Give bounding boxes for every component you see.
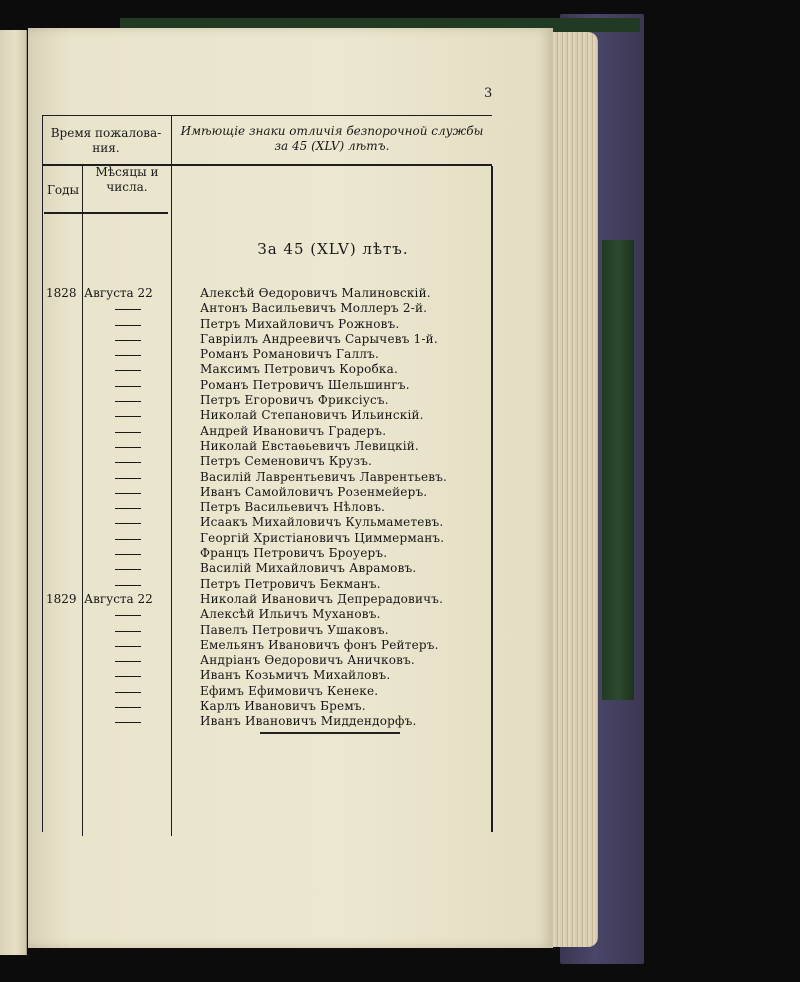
row-name: Ефимъ Ефимовичъ Кенеке. — [200, 683, 379, 698]
ditto-dash — [115, 493, 141, 494]
table-row — [44, 485, 494, 500]
table-row — [44, 592, 494, 607]
row-month: Августа 22 — [84, 286, 153, 300]
row-name: Андрей Ивановичъ Градеръ. — [200, 423, 387, 438]
ditto-dash — [115, 478, 141, 479]
table-row — [44, 638, 494, 653]
name-list — [44, 286, 494, 730]
table-row — [44, 699, 494, 714]
table-row — [44, 470, 494, 485]
table-row — [44, 317, 494, 332]
ditto-dash — [115, 432, 141, 433]
ditto-dash — [115, 401, 141, 402]
table-row — [44, 362, 494, 377]
row-name: Исаакъ Михайловичъ Кульмаметевъ. — [200, 515, 444, 530]
ditto-dash — [115, 355, 141, 356]
table-row — [44, 684, 494, 699]
facing-page-edge — [0, 30, 27, 955]
row-year: 1828 — [46, 286, 77, 300]
header-time-granted: Время пожалова-ния. — [50, 126, 162, 155]
table-row — [44, 623, 494, 638]
row-name: Николай Ивановичъ Депрерадовичъ. — [200, 591, 444, 606]
row-name: Иванъ Козьмичъ Михайловъ. — [200, 668, 391, 683]
ditto-dash — [115, 661, 141, 662]
table-row — [44, 393, 494, 408]
ditto-dash — [115, 416, 141, 417]
row-name: Емельянъ Ивановичъ фонъ Рейтеръ. — [200, 637, 439, 652]
row-name: Алексѣй Ильичъ Мухановъ. — [200, 607, 381, 622]
table-row — [44, 668, 494, 683]
ditto-dash — [115, 707, 141, 708]
ditto-dash — [115, 325, 141, 326]
row-name: Петръ Егоровичъ Фриксіусъ. — [200, 393, 389, 408]
row-name: Романъ Романовичъ Галлъ. — [200, 347, 379, 362]
table-row — [44, 515, 494, 530]
ditto-dash — [115, 309, 141, 310]
table-row — [44, 408, 494, 423]
row-name: Николай Степановичъ Ильинскій. — [200, 408, 424, 423]
row-name: Павелъ Петровичъ Ушаковъ. — [200, 622, 389, 637]
row-name: Петръ Семеновичъ Крузъ. — [200, 454, 373, 469]
row-name: Василій Михайловичъ Аврамовъ. — [200, 561, 417, 576]
row-name: Николай Евстаѳьевичъ Левицкій. — [200, 438, 419, 453]
ditto-dash — [115, 370, 141, 371]
table-row — [44, 454, 494, 469]
header-months-days: Мѣсяцы и числа. — [95, 165, 159, 194]
ditto-dash — [115, 554, 141, 555]
ditto-dash — [115, 615, 141, 616]
ditto-dash — [115, 508, 141, 509]
ditto-dash — [115, 539, 141, 540]
ditto-dash — [115, 523, 141, 524]
table-row — [44, 301, 494, 316]
table-row — [44, 531, 494, 546]
table-top-rule — [42, 115, 492, 116]
table-row — [44, 424, 494, 439]
row-name: Иванъ Самойловичъ Розенмейеръ. — [200, 484, 428, 499]
header-title: Имѣющіе знаки отличія безпорочной службы за 45 (XLV) лѣтъ. — [180, 124, 484, 153]
row-name: Францъ Петровичъ Броуеръ. — [200, 546, 388, 561]
ditto-dash — [115, 462, 141, 463]
table-row — [44, 714, 494, 729]
row-name: Петръ Петровичъ Бекманъ. — [200, 576, 381, 591]
row-month: Августа 22 — [84, 591, 153, 606]
header-years: Годы — [46, 183, 80, 197]
col-left-border — [42, 116, 43, 832]
table-row — [44, 439, 494, 454]
ditto-dash — [115, 631, 141, 632]
table-row — [44, 577, 494, 592]
row-name: Карлъ Ивановичъ Бремъ. — [200, 699, 366, 714]
row-name: Георгій Христіановичъ Циммерманъ. — [200, 530, 445, 545]
row-name: Алексѣй Өедоровичъ Малиновскій. — [200, 286, 431, 300]
table-row — [44, 347, 494, 362]
table-row — [44, 546, 494, 561]
table-row — [44, 653, 494, 668]
row-name: Петръ Михайловичъ Рожновъ. — [200, 316, 400, 331]
row-name: Максимъ Петровичъ Коробка. — [200, 362, 399, 377]
row-name: Антонъ Васильевичъ Моллеръ 2-й. — [200, 301, 428, 316]
table-row — [44, 561, 494, 576]
ditto-dash — [115, 386, 141, 387]
row-name: Василій Лаврентьевичъ Лаврентьевъ. — [200, 469, 448, 484]
ditto-dash — [115, 447, 141, 448]
ditto-dash — [115, 692, 141, 693]
row-name: Иванъ Ивановичъ Миддендорфъ. — [200, 714, 417, 729]
section-title: За 45 (XLV) лѣтъ. — [257, 240, 409, 258]
row-name: Гавріилъ Андреевичъ Сарычевъ 1-й. — [200, 331, 438, 346]
table-row — [44, 286, 494, 301]
ditto-dash — [115, 569, 141, 570]
row-name: Андріанъ Өедоровичъ Аничковъ. — [200, 653, 415, 668]
ditto-dash — [115, 722, 141, 723]
table-row — [44, 332, 494, 347]
table-row — [44, 500, 494, 515]
row-year: 1829 — [46, 591, 77, 606]
end-rule — [260, 732, 400, 734]
ditto-dash — [115, 646, 141, 647]
ditto-dash — [115, 340, 141, 341]
row-name: Романъ Петровичъ Шельшингъ. — [200, 377, 410, 392]
ditto-dash — [115, 676, 141, 677]
row-name: Петръ Васильевичъ Нѣловъ. — [200, 500, 386, 515]
page-number: 3 — [484, 86, 493, 101]
ditto-dash — [115, 585, 141, 586]
table-row — [44, 607, 494, 622]
subheader-rule — [44, 212, 168, 214]
cover-spine-label — [602, 240, 634, 700]
table-row — [44, 378, 494, 393]
